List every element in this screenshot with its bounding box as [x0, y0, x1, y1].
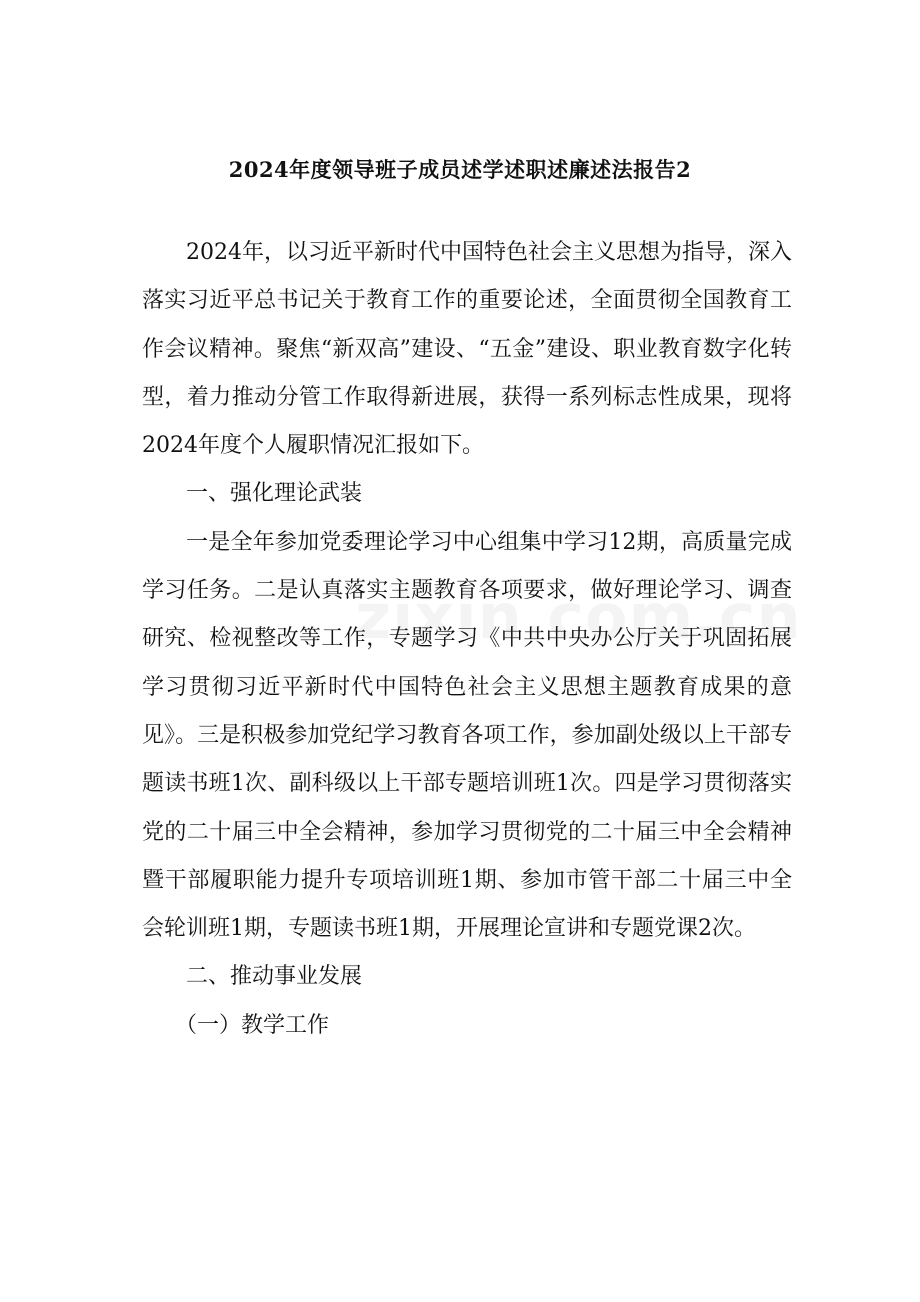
document-body [142, 229, 792, 1050]
section-heading-1: 一、强化理论武装 [186, 481, 363, 507]
intro-paragraph: 2024年，以习近平新时代中国特色社会主义思想为指导，深入落实习近平总书记关于教育工作的重要论述，全面贯彻全国教育工作会议精神。聚焦“新双高”建设、“五金”建设、职业教育数字化转型，着力推动分管工作取得新进展，获得一系列标志性成果，现将2024年度个人履职情况汇报如下。 [142, 240, 792, 459]
document-title: 2024年度领导班子成员述学述职述廉述法报告2 [228, 157, 692, 182]
section-1-paragraph: 一是全年参加党委理论学习中心组集中学习12期，高质量完成学习任务。二是认真落实主题教育各项要求，做好理论学习、调查研究、检视整改等工作，专题学习《中共中央办公厅关于巩固拓展学习贯彻习近平新时代中国特色社会主义思想主题教育成果的意见》。三是积极参加党纪学习教育各项工作，参加副处级以上干部专题读书班1次、副科级以上干部专题培训班1次。四是学习贯彻落实党的二十届三中全会精神，参加学习贯彻党的二十届三中全会精神暨干部履职能力提升专项培训班1期、参加市管干部二十届三中全会轮训班1期，专题读书班1期，开展理论宣讲和专题党课2次。 [142, 529, 792, 942]
subsection-heading-1: （一）教学工作 [175, 1012, 330, 1038]
section-heading-2: 二、推动事业发展 [186, 964, 363, 990]
